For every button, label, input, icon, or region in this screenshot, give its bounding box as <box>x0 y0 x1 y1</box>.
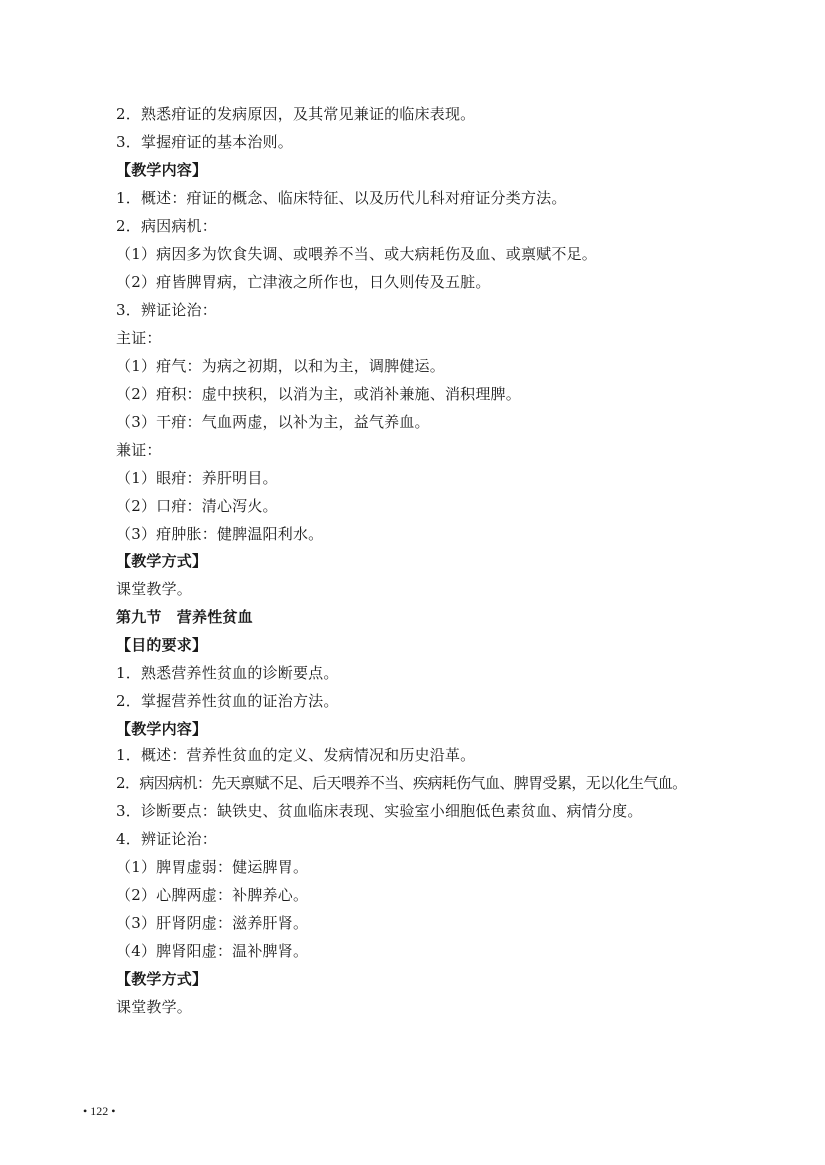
text-line: 1．概述：营养性贫血的定义、发病情况和历史沿革。 <box>116 746 476 764</box>
text-line: 2．熟悉疳证的发病原因，及其常见兼证的临床表现。 <box>116 105 476 123</box>
text-line: 课堂教学。 <box>116 580 193 598</box>
text-line: （2）口疳：清心泻火。 <box>116 497 278 515</box>
text-line: 4．辨证论治： <box>116 830 217 848</box>
page-number: • 122 • <box>83 1104 116 1118</box>
text-line: （4）脾肾阳虚：温补脾肾。 <box>116 942 309 960</box>
text-line: （3）疳肿胀：健脾温阳利水。 <box>116 525 324 543</box>
text-line: 2．掌握营养性贫血的证治方法。 <box>116 692 339 710</box>
chapter-heading: 第九节 营养性贫血 <box>116 608 253 626</box>
text-line: （2）疳皆脾胃病，亡津液之所作也，日久则传及五脏。 <box>116 273 491 291</box>
text-line: 1．概述：疳证的概念、临床特征、以及历代儿科对疳证分类方法。 <box>116 189 567 207</box>
section-heading: 【目的要求】 <box>116 636 208 654</box>
text-line: （1）病因多为饮食失调、或喂养不当、或大病耗伤及血、或禀赋不足。 <box>116 245 597 263</box>
text-line: 3．诊断要点：缺铁史、贫血临床表现、实验室小细胞低色素贫血、病情分度。 <box>116 802 643 820</box>
section-heading: 【教学内容】 <box>116 720 208 738</box>
text-line: 2．病因病机：先天禀赋不足、后天喂养不当、疾病耗伤气血、脾胃受累，无以化生气血。 <box>116 774 687 792</box>
text-line: 3．辨证论治： <box>116 301 217 319</box>
text-line: （2）心脾两虚：补脾养心。 <box>116 886 309 904</box>
text-line: （1）疳气：为病之初期，以和为主，调脾健运。 <box>116 357 445 375</box>
text-line: 兼证： <box>116 441 162 459</box>
section-heading: 【教学方式】 <box>116 970 208 988</box>
text-line: 1．熟悉营养性贫血的诊断要点。 <box>116 664 339 682</box>
text-line: （3）干疳：气血两虚，以补为主，益气养血。 <box>116 413 430 431</box>
text-line: 3．掌握疳证的基本治则。 <box>116 133 293 151</box>
text-line: 2．病因病机： <box>116 217 217 235</box>
text-line: （1）眼疳：养肝明目。 <box>116 469 278 487</box>
text-line: （3）肝肾阴虚：滋养肝肾。 <box>116 914 309 932</box>
text-line: （2）疳积：虚中挟积，以消为主，或消补兼施、消积理脾。 <box>116 385 521 403</box>
text-line: 课堂教学。 <box>116 998 193 1016</box>
section-heading: 【教学内容】 <box>116 161 208 179</box>
section-heading: 【教学方式】 <box>116 552 208 570</box>
text-line: 主证： <box>116 329 162 347</box>
text-line: （1）脾胃虚弱：健运脾胃。 <box>116 858 309 876</box>
